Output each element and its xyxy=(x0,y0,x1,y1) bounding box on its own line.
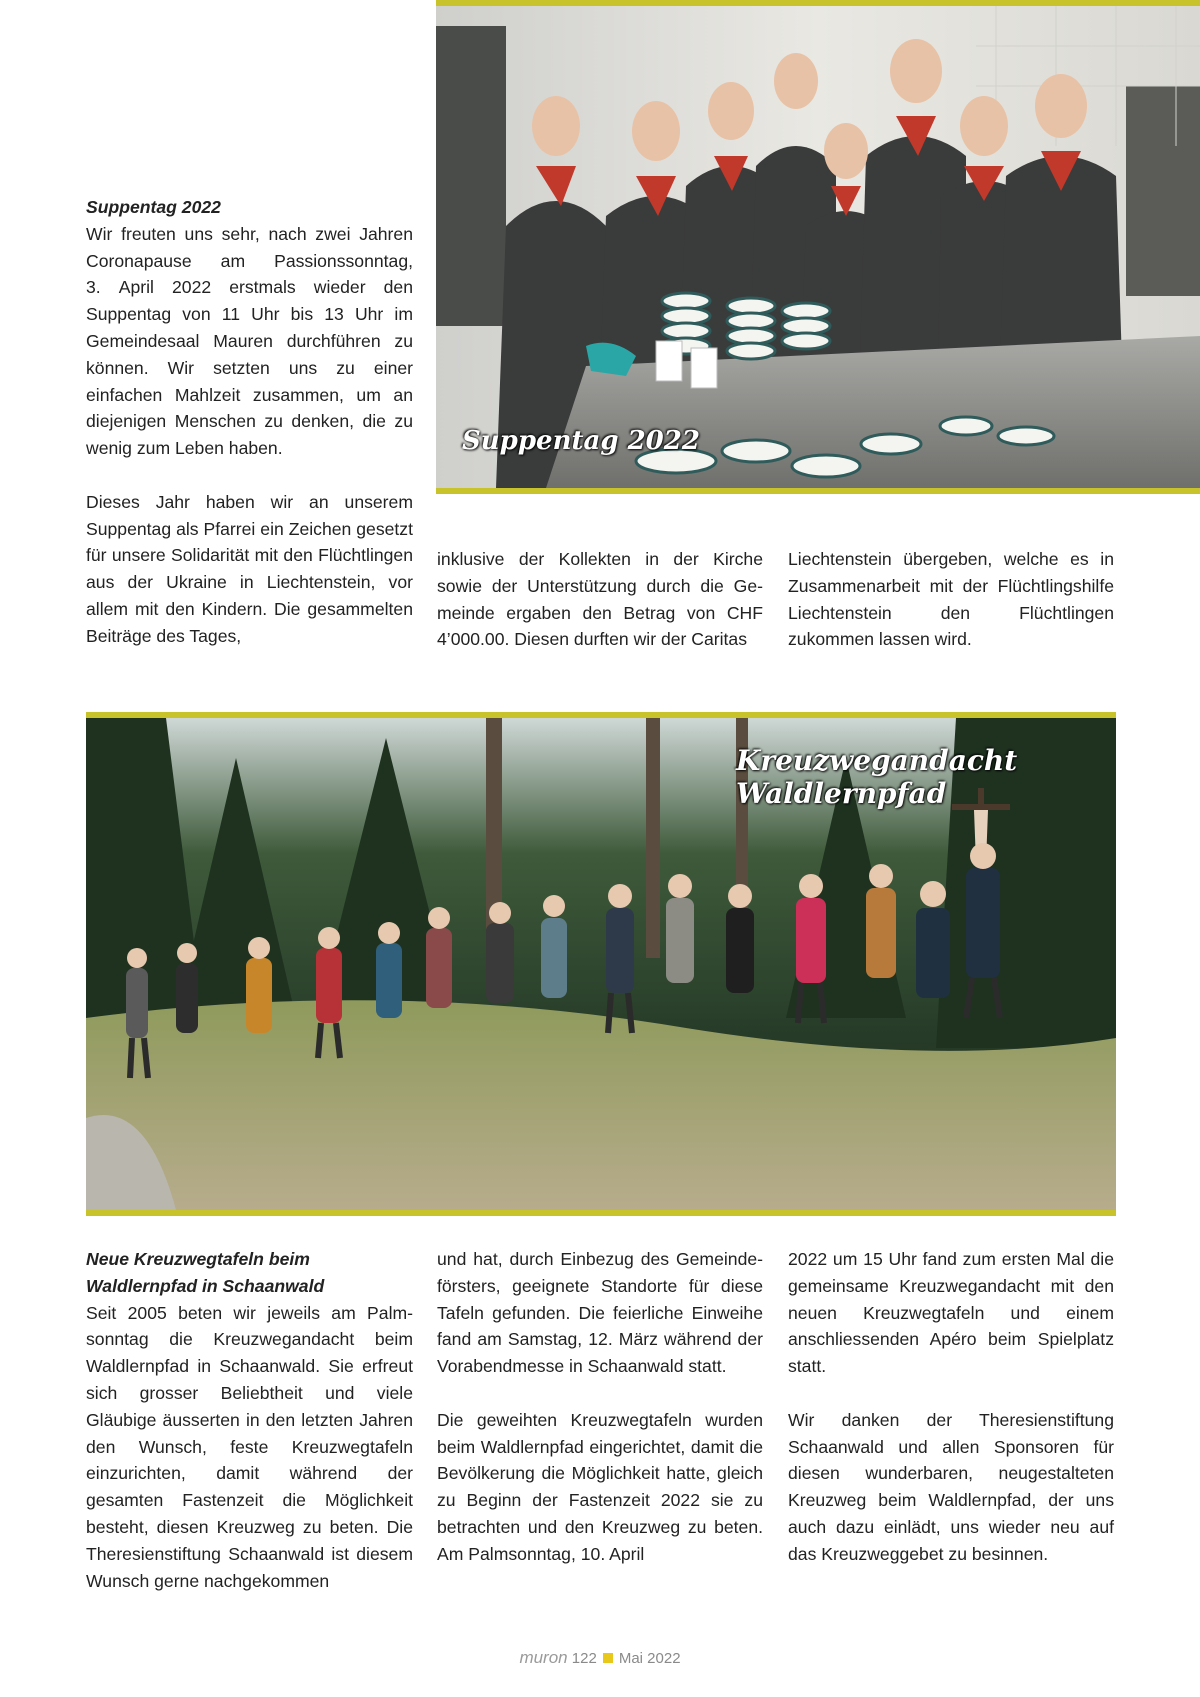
suppentag-column-2 xyxy=(437,546,763,653)
kreuzweg-photo-caption: Kreuzwegandacht Waldlernpfad xyxy=(736,744,1018,810)
suppentag-paragraph-1: Wir freuten uns sehr, nach zwei Jahren Coronapause am Passionssonntag, 3. April 2022 erstmals wieder den Suppentag von 11 Uhr bis 13 Uhr im Gemeindesaal Mauren durchführen zu können. Wir setzten uns zu einer einfachen Mahlzeit zusammen, um an diejenigen Menschen zu denken, die zu wenig zum Leben haben. xyxy=(86,223,413,459)
kreuzweg-photo xyxy=(86,712,1116,1216)
page-footer xyxy=(0,1648,1200,1668)
kreuzweg-paragraph-4: 2022 um 15 Uhr fand zum ersten Mal die gemeinsame Kreuzwegandacht mit den neuen Kreuzwegtafeln und einem anschliessenden Apéro beim Spielplatz statt. xyxy=(788,1249,1114,1377)
footer-brand: muron xyxy=(519,1648,568,1667)
kreuzweg-column-2 xyxy=(437,1246,763,1568)
suppentag-photo-illustration xyxy=(436,6,1200,488)
kreuzweg-paragraph-5: Wir danken der Theresienstiftung Schaanwald und allen Sponsoren für diesen wunderbaren, neugestalteten Kreuzweg beim Waldlernpfad, der uns auch dazu einlädt, uns wieder neu auf das Kreuzweggebet zu besinnen. xyxy=(788,1409,1114,1564)
suppentag-column-1 xyxy=(86,194,413,650)
suppentag-photo-caption: Suppentag 2022 xyxy=(462,426,700,456)
suppentag-paragraph-4: Liechtenstein übergeben, welche es in Zusammenarbeit mit der Flüchtlingshilfe Liechtenstein den Flüchtlingen zukommen lassen wird. xyxy=(788,549,1114,650)
suppentag-paragraph-3: inklusive der Kollekten in der Kirche sowie der Unterstützung durch die Gemeinde ergaben den Betrag von CHF 4’000.00. Diesen durften wir der Caritas xyxy=(437,549,763,650)
suppentag-paragraph-2: Dieses Jahr haben wir an unserem Suppentag als Pfarrei ein Zeichen gesetzt für unsere Solidarität mit den Flüchtlingen aus der Ukraine in Liechtenstein, vor allem mit den Kindern. Die gesammelten Beiträge des Tages, xyxy=(86,491,413,646)
suppentag-column-3 xyxy=(788,546,1114,653)
kreuzweg-heading-line-2: Waldlernpfad in Schaanwald xyxy=(86,1275,325,1296)
footer-square-icon xyxy=(603,1653,613,1663)
suppentag-heading: Suppentag 2022 xyxy=(86,197,221,217)
footer-date: Mai 2022 xyxy=(618,1650,681,1667)
kreuzweg-paragraph-1: Seit 2005 beten wir jeweils am Palmsonntag die Kreuzwegandacht beim Waldlernpfad in Schaanwald. Sie erfreut sich grosser Beliebtheit und viele Gläubige äusserten in den letzten Jahren den Wunsch, feste Kreuzwegtafeln einzurichten, damit während der gesamten Fastenzeit die Möglichkeit besteht, diesen Kreuzweg zu beten. Die Theresienstiftung Schaanwald ist diesem Wunsch gerne nachgekommen xyxy=(86,1302,413,1591)
kreuzweg-paragraph-2: und hat, durch Einbezug des Gemeindeförsters, geeignete Standorte für diese Tafeln gefunden. Die feierliche Einweihe fand am Samstag, 12. März während der Vorabendmesse in Schaanwald statt. xyxy=(437,1249,763,1377)
kreuzweg-heading-line-1: Neue Kreuzwegtafeln beim xyxy=(86,1249,310,1269)
kreuzweg-paragraph-3: Die geweihten Kreuzwegtafeln wurden beim Waldlernpfad eingerichtet, damit die Bevölkerung die Möglichkeit hatte, gleich zu Beginn der Fastenzeit 2022 sie zu betrachten und den Kreuzweg zu beten. Am Palmsonntag, 10. April xyxy=(437,1409,763,1564)
kreuzweg-column-1 xyxy=(86,1246,413,1594)
kreuzweg-column-3 xyxy=(788,1246,1114,1568)
suppentag-photo xyxy=(436,0,1200,494)
footer-issue: 122 xyxy=(571,1650,597,1667)
